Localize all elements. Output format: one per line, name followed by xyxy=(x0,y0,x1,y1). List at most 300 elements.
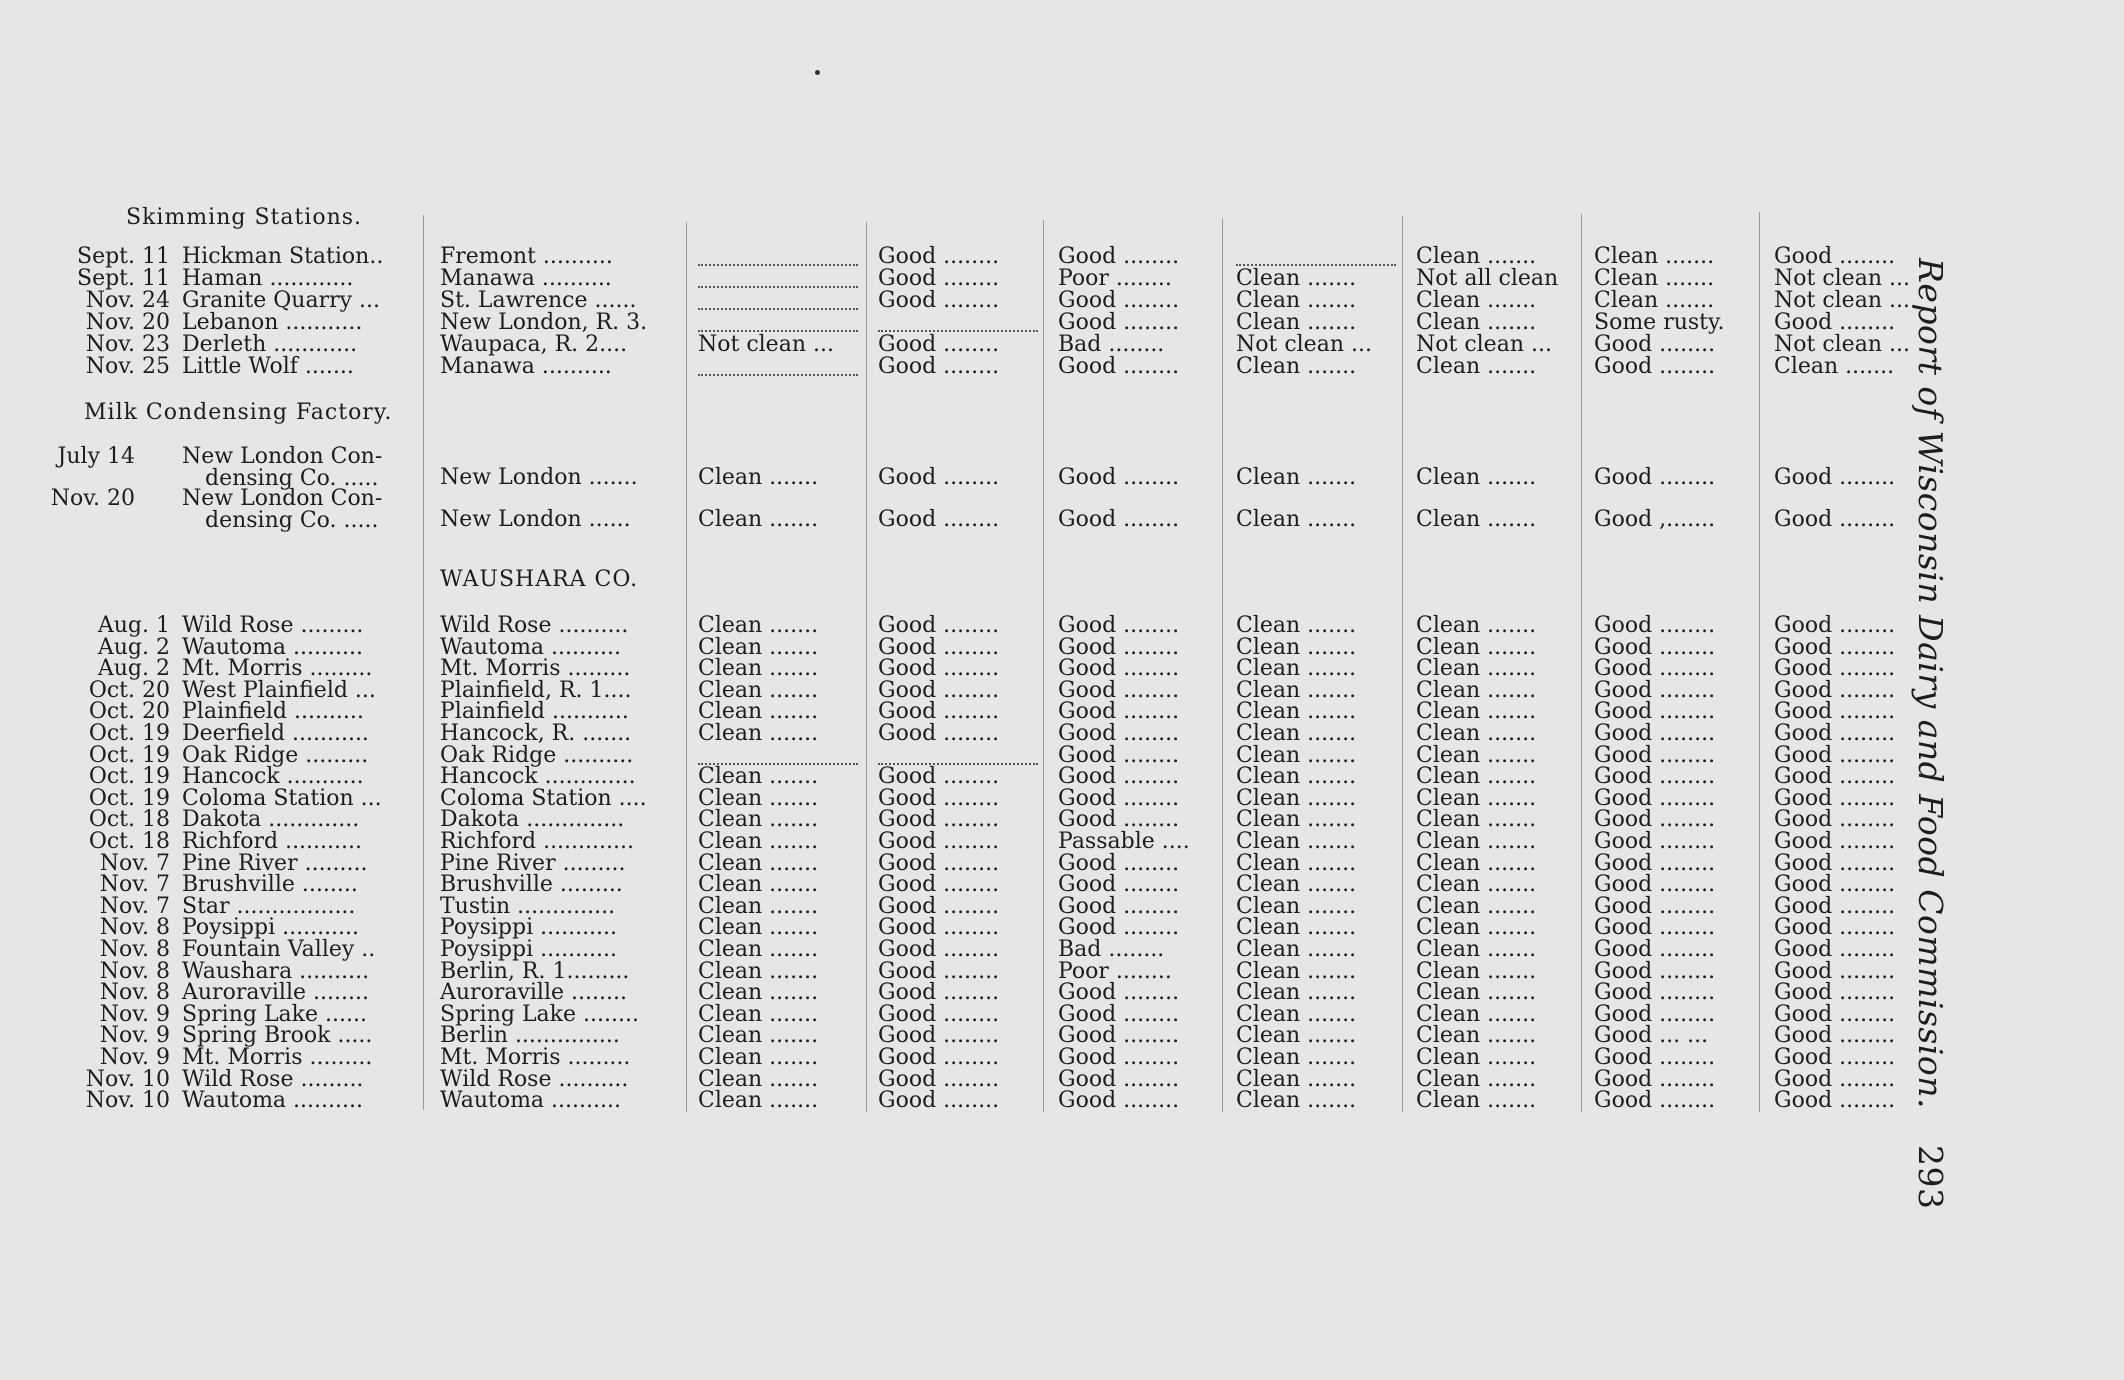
col-e-cell: Clean ....... xyxy=(1416,764,1537,790)
col-e-cell: Clean ....... xyxy=(1416,634,1537,660)
col-f-cell: Good ........ xyxy=(1594,332,1716,357)
col-c-cell: Good ........ xyxy=(1058,288,1180,313)
col-town-cell: Auroraville ........ xyxy=(440,980,627,1006)
col-b-cell: Good ........ xyxy=(878,656,1000,682)
row-station-name: Derleth ............ xyxy=(182,332,358,357)
col-a-cell: Clean ....... xyxy=(698,872,819,898)
col-e-cell: Clean ....... xyxy=(1416,829,1537,854)
col-d-cell: Clean ....... xyxy=(1236,807,1357,833)
col-a-cell: Clean ....... xyxy=(698,764,819,790)
empty-cell-leader xyxy=(698,262,858,266)
col-b-cell: Good ........ xyxy=(878,244,1000,269)
row-date: Nov. 20 xyxy=(50,486,135,511)
row-date: Oct. 19 xyxy=(88,764,170,790)
col-a-cell: Clean ....... xyxy=(698,1066,819,1092)
col-town-cell: Poysippi ........... xyxy=(440,915,618,941)
col-f-cell: Good ........ xyxy=(1594,1066,1716,1092)
col-f-cell: Good ........ xyxy=(1594,699,1716,725)
col-b-cell: Good ........ xyxy=(878,1066,1000,1092)
col-g-cell: Good ........ xyxy=(1774,980,1896,1006)
col-c-cell: Good ........ xyxy=(1058,465,1180,490)
column-rule xyxy=(423,215,424,1110)
row-date: Nov. 8 xyxy=(99,915,170,941)
col-b-cell: Good ........ xyxy=(878,465,1000,490)
col-a-cell: Clean ....... xyxy=(698,785,819,811)
col-c-cell: Good ........ xyxy=(1058,742,1180,768)
col-town-cell: Spring Lake ........ xyxy=(440,1001,639,1027)
row-date: July 14 xyxy=(57,444,135,469)
col-town-cell: Oak Ridge .......... xyxy=(440,742,634,768)
col-g-cell: Good ........ xyxy=(1774,656,1896,682)
row-date: Nov. 7 xyxy=(99,872,170,898)
col-a-cell: Clean ....... xyxy=(698,465,819,490)
col-town-cell: Dakota .............. xyxy=(440,807,625,833)
col-e-cell: Clean ....... xyxy=(1416,465,1537,490)
col-b-cell: Good ........ xyxy=(878,764,1000,790)
col-c-cell: Good ........ xyxy=(1058,310,1180,335)
col-town-cell: Wautoma .......... xyxy=(440,1088,621,1114)
col-f-cell: Good ........ xyxy=(1594,958,1716,984)
col-b-cell: Good ........ xyxy=(878,507,1000,532)
col-c-cell: Good ........ xyxy=(1058,850,1180,876)
col-g-cell: Good ........ xyxy=(1774,1045,1896,1070)
col-town-cell: Coloma Station .... xyxy=(440,785,647,811)
col-f-cell: Good ........ xyxy=(1594,785,1716,811)
section-heading-condensing: Milk Condensing Factory. xyxy=(84,400,393,425)
col-g-cell: Good ........ xyxy=(1774,785,1896,811)
col-c-cell: Good ........ xyxy=(1058,677,1180,703)
col-c-cell: Good ........ xyxy=(1058,980,1180,1006)
col-e-cell: Clean ....... xyxy=(1416,507,1537,532)
col-c-cell: Passable .... xyxy=(1058,829,1190,854)
col-b-cell: Good ........ xyxy=(878,266,1000,291)
col-d-cell: Clean ....... xyxy=(1236,958,1357,984)
row-date: Aug. 2 xyxy=(97,634,170,660)
col-a-cell: Clean ....... xyxy=(698,1088,819,1114)
column-rule xyxy=(1581,214,1582,1112)
row-station-name: Wautoma .......... xyxy=(182,1088,363,1114)
col-g-cell: Good ........ xyxy=(1774,742,1896,768)
col-a-cell: Clean ....... xyxy=(698,958,819,984)
col-d-cell: Clean ....... xyxy=(1236,613,1357,638)
row-station-name: Dakota ............. xyxy=(182,807,360,833)
col-f-cell: Good ........ xyxy=(1594,915,1716,941)
col-e-cell: Clean ....... xyxy=(1416,1088,1537,1114)
col-f-cell: Clean ....... xyxy=(1594,266,1715,291)
col-a-cell: Not clean ... xyxy=(698,332,834,357)
column-rule xyxy=(1402,216,1403,1112)
col-g-cell: Good ........ xyxy=(1774,634,1896,660)
col-d-cell: Clean ....... xyxy=(1236,1001,1357,1027)
col-e-cell: Clean ....... xyxy=(1416,958,1537,984)
col-e-cell: Clean ....... xyxy=(1416,244,1537,269)
row-date: Nov. 8 xyxy=(99,958,170,984)
col-b-cell: Good ........ xyxy=(878,1023,1000,1049)
col-a-cell: Clean ....... xyxy=(698,507,819,532)
col-b-cell: Good ........ xyxy=(878,721,1000,746)
col-b-cell: Good ........ xyxy=(878,1001,1000,1027)
column-rule xyxy=(686,222,687,1112)
empty-cell-leader xyxy=(698,372,858,376)
col-c-cell: Good ........ xyxy=(1058,893,1180,919)
row-date: Nov. 10 xyxy=(85,1088,170,1114)
row-date: Sept. 11 xyxy=(77,244,170,269)
col-g-cell: Good ........ xyxy=(1774,699,1896,725)
col-g-cell: Not clean ... xyxy=(1774,266,1910,291)
col-f-cell: Good ........ xyxy=(1594,937,1716,962)
col-e-cell: Not all clean xyxy=(1416,266,1559,291)
row-station-name: Waushara .......... xyxy=(182,958,370,984)
col-g-cell: Good ........ xyxy=(1774,1001,1896,1027)
col-town-cell: Plainfield ........... xyxy=(440,699,629,725)
col-c-cell: Good ........ xyxy=(1058,634,1180,660)
row-station-name: Deerfield ........... xyxy=(182,721,369,746)
col-a-cell: Clean ....... xyxy=(698,721,819,746)
col-d-cell: Clean ....... xyxy=(1236,872,1357,898)
col-b-cell: Good ........ xyxy=(878,677,1000,703)
row-station-name: Brushville ........ xyxy=(182,872,358,898)
col-d-cell: Clean ....... xyxy=(1236,764,1357,790)
col-town-cell: Richford ............. xyxy=(440,829,634,854)
row-date: Aug. 1 xyxy=(97,613,170,638)
row-station-name: Little Wolf ....... xyxy=(182,354,354,379)
col-a-cell: Clean ....... xyxy=(698,699,819,725)
running-title-text: Report of Wisconsin Dairy and Food Commission. xyxy=(1911,258,1950,1109)
col-d-cell: Clean ....... xyxy=(1236,1088,1357,1114)
col-e-cell: Clean ....... xyxy=(1416,850,1537,876)
row-station-name: Fountain Valley .. xyxy=(182,937,376,962)
col-d-cell: Clean ....... xyxy=(1236,354,1357,379)
col-g-cell: Good ........ xyxy=(1774,829,1896,854)
col-f-cell: Good ... ... xyxy=(1594,1023,1709,1049)
row-date: Nov. 9 xyxy=(99,1023,170,1049)
col-a-cell: Clean ....... xyxy=(698,937,819,962)
col-town-cell: Manawa .......... xyxy=(440,266,612,291)
col-e-cell: Clean ....... xyxy=(1416,1066,1537,1092)
col-d-cell: Not clean ... xyxy=(1236,332,1372,357)
col-g-cell: Not clean ... xyxy=(1774,332,1910,357)
row-station-name: Pine River ......... xyxy=(182,850,368,876)
col-g-cell: Good ........ xyxy=(1774,1023,1896,1049)
row-station-name: Hancock ........... xyxy=(182,764,364,790)
col-e-cell: Clean ....... xyxy=(1416,937,1537,962)
col-f-cell: Good ........ xyxy=(1594,764,1716,790)
col-f-cell: Good ........ xyxy=(1594,742,1716,768)
col-c-cell: Good ........ xyxy=(1058,1001,1180,1027)
row-date: Oct. 19 xyxy=(88,721,170,746)
col-f-cell: Good ........ xyxy=(1594,1088,1716,1114)
col-c-cell: Good ........ xyxy=(1058,1023,1180,1049)
col-c-cell: Good ........ xyxy=(1058,785,1180,811)
col-f-cell: Clean ....... xyxy=(1594,288,1715,313)
col-c-cell: Good ........ xyxy=(1058,613,1180,638)
col-b-cell: Good ........ xyxy=(878,807,1000,833)
print-speck xyxy=(815,70,820,75)
col-c-cell: Good ........ xyxy=(1058,915,1180,941)
col-g-cell: Good ........ xyxy=(1774,507,1896,532)
row-date: Nov. 25 xyxy=(85,354,170,379)
col-town-cell: Brushville ......... xyxy=(440,872,623,898)
col-g-cell: Good ........ xyxy=(1774,915,1896,941)
col-town-cell: Tustin .............. xyxy=(440,893,616,919)
column-rule xyxy=(866,222,867,1112)
row-date: Nov. 9 xyxy=(99,1045,170,1070)
col-d-cell: Clean ....... xyxy=(1236,288,1357,313)
col-d-cell: Clean ....... xyxy=(1236,829,1357,854)
row-date: Nov. 24 xyxy=(85,288,170,313)
col-town-cell: Mt. Morris ......... xyxy=(440,656,631,682)
col-town-cell: New London ....... xyxy=(440,465,638,490)
col-d-cell: Clean ....... xyxy=(1236,915,1357,941)
col-f-cell: Good ,....... xyxy=(1594,507,1716,532)
col-d-cell: Clean ....... xyxy=(1236,850,1357,876)
row-station-name: Granite Quarry ... xyxy=(182,288,381,313)
col-town-cell: New London, R. 3. xyxy=(440,310,648,335)
col-b-cell: Good ........ xyxy=(878,980,1000,1006)
col-a-cell: Clean ....... xyxy=(698,915,819,941)
col-d-cell: Clean ....... xyxy=(1236,699,1357,725)
row-date: Nov. 8 xyxy=(99,937,170,962)
col-b-cell: Good ........ xyxy=(878,354,1000,379)
row-station-name: New London Con- xyxy=(182,486,383,511)
row-date: Nov. 23 xyxy=(85,332,170,357)
row-station-name-cont: densing Co. ..... xyxy=(205,466,379,491)
col-b-cell: Good ........ xyxy=(878,872,1000,898)
col-a-cell: Clean ....... xyxy=(698,656,819,682)
col-g-cell: Good ........ xyxy=(1774,721,1896,746)
col-a-cell: Clean ....... xyxy=(698,1045,819,1070)
row-station-name: Plainfield .......... xyxy=(182,699,364,725)
col-town-cell: Wild Rose .......... xyxy=(440,1066,629,1092)
col-town-cell: Wautoma .......... xyxy=(440,634,621,660)
col-town-cell: Pine River ......... xyxy=(440,850,626,876)
col-f-cell: Good ........ xyxy=(1594,807,1716,833)
row-date: Oct. 19 xyxy=(88,742,170,768)
col-town-cell: Waupaca, R. 2.... xyxy=(440,332,628,357)
col-a-cell: Clean ....... xyxy=(698,1001,819,1027)
col-c-cell: Bad ........ xyxy=(1058,937,1165,962)
col-c-cell: Good ........ xyxy=(1058,872,1180,898)
section-heading-skimming: Skimming Stations. xyxy=(126,205,363,230)
col-c-cell: Good ........ xyxy=(1058,656,1180,682)
col-g-cell: Good ........ xyxy=(1774,310,1896,335)
col-d-cell: Clean ....... xyxy=(1236,893,1357,919)
col-c-cell: Good ........ xyxy=(1058,1088,1180,1114)
row-station-name: Coloma Station ... xyxy=(182,785,382,811)
col-c-cell: Good ........ xyxy=(1058,699,1180,725)
row-station-name: Richford ........... xyxy=(182,829,362,854)
col-e-cell: Clean ....... xyxy=(1416,310,1537,335)
row-date: Sept. 11 xyxy=(77,266,170,291)
col-d-cell: Clean ....... xyxy=(1236,721,1357,746)
col-f-cell: Good ........ xyxy=(1594,613,1716,638)
col-c-cell: Good ........ xyxy=(1058,807,1180,833)
col-a-cell: Clean ....... xyxy=(698,829,819,854)
col-d-cell: Clean ....... xyxy=(1236,507,1357,532)
col-d-cell: Clean ....... xyxy=(1236,742,1357,768)
row-station-name: Spring Brook ..... xyxy=(182,1023,373,1049)
col-c-cell: Good ........ xyxy=(1058,1066,1180,1092)
col-a-cell: Clean ....... xyxy=(698,677,819,703)
col-town-cell: New London ...... xyxy=(440,507,631,532)
col-e-cell: Clean ....... xyxy=(1416,1045,1537,1070)
row-station-name: West Plainfield ... xyxy=(182,677,376,703)
empty-cell-leader xyxy=(698,306,858,310)
col-c-cell: Bad ........ xyxy=(1058,332,1165,357)
col-f-cell: Good ........ xyxy=(1594,829,1716,854)
col-a-cell: Clean ....... xyxy=(698,980,819,1006)
col-d-cell: Clean ....... xyxy=(1236,266,1357,291)
col-e-cell: Clean ....... xyxy=(1416,699,1537,725)
col-d-cell: Clean ....... xyxy=(1236,1045,1357,1070)
col-d-cell: Clean ....... xyxy=(1236,465,1357,490)
col-b-cell: Good ........ xyxy=(878,288,1000,313)
col-town-cell: Fremont .......... xyxy=(440,244,613,269)
col-b-cell: Good ........ xyxy=(878,634,1000,660)
col-c-cell: Good ........ xyxy=(1058,354,1180,379)
column-rule xyxy=(1222,218,1223,1112)
col-e-cell: Clean ....... xyxy=(1416,785,1537,811)
col-b-cell: Good ........ xyxy=(878,915,1000,941)
col-d-cell: Clean ....... xyxy=(1236,310,1357,335)
col-g-cell: Good ........ xyxy=(1774,937,1896,962)
row-station-name: Star ................. xyxy=(182,893,356,919)
col-e-cell: Clean ....... xyxy=(1416,721,1537,746)
col-a-cell: Clean ....... xyxy=(698,634,819,660)
col-f-cell: Good ........ xyxy=(1594,893,1716,919)
col-f-cell: Good ........ xyxy=(1594,1001,1716,1027)
col-c-cell: Good ........ xyxy=(1058,507,1180,532)
row-date: Oct. 20 xyxy=(88,677,170,703)
col-e-cell: Clean ....... xyxy=(1416,354,1537,379)
column-rule xyxy=(1759,212,1760,1112)
row-date: Oct. 18 xyxy=(88,807,170,833)
col-g-cell: Good ........ xyxy=(1774,1088,1896,1114)
col-d-cell: Clean ....... xyxy=(1236,656,1357,682)
col-b-cell: Good ........ xyxy=(878,699,1000,725)
column-rule xyxy=(1043,220,1044,1112)
col-town-cell: Wild Rose .......... xyxy=(440,613,629,638)
col-a-cell: Clean ....... xyxy=(698,807,819,833)
col-b-cell: Good ........ xyxy=(878,850,1000,876)
col-g-cell: Good ........ xyxy=(1774,1066,1896,1092)
col-g-cell: Good ........ xyxy=(1774,893,1896,919)
col-e-cell: Clean ....... xyxy=(1416,677,1537,703)
col-town-cell: Hancock, R. ....... xyxy=(440,721,632,746)
empty-cell-leader xyxy=(698,284,858,288)
row-station-name: Wild Rose ......... xyxy=(182,613,364,638)
col-g-cell: Good ........ xyxy=(1774,958,1896,984)
col-town-cell: Plainfield, R. 1.... xyxy=(440,677,632,703)
col-f-cell: Good ........ xyxy=(1594,980,1716,1006)
col-e-cell: Clean ....... xyxy=(1416,915,1537,941)
col-f-cell: Good ........ xyxy=(1594,850,1716,876)
col-d-cell: Clean ....... xyxy=(1236,634,1357,660)
col-e-cell: Clean ....... xyxy=(1416,613,1537,638)
col-b-cell: Good ........ xyxy=(878,785,1000,811)
row-date: Nov. 7 xyxy=(99,850,170,876)
row-station-name: Wild Rose ......... xyxy=(182,1066,364,1092)
col-e-cell: Not clean ... xyxy=(1416,332,1552,357)
col-f-cell: Good ........ xyxy=(1594,656,1716,682)
col-c-cell: Poor ........ xyxy=(1058,266,1172,291)
col-town-cell: St. Lawrence ...... xyxy=(440,288,637,313)
col-e-cell: Clean ....... xyxy=(1416,742,1537,768)
col-c-cell: Good ........ xyxy=(1058,764,1180,790)
col-g-cell: Good ........ xyxy=(1774,850,1896,876)
col-d-cell: Clean ....... xyxy=(1236,937,1357,962)
col-g-cell: Good ........ xyxy=(1774,244,1896,269)
col-b-cell: Good ........ xyxy=(878,958,1000,984)
section-heading-waushara: WAUSHARA CO. xyxy=(440,567,639,592)
col-e-cell: Clean ....... xyxy=(1416,1023,1537,1049)
col-g-cell: Good ........ xyxy=(1774,872,1896,898)
col-town-cell: Hancock ............. xyxy=(440,764,636,790)
col-g-cell: Good ........ xyxy=(1774,677,1896,703)
col-b-cell: Good ........ xyxy=(878,332,1000,357)
col-town-cell: Poysippi ........... xyxy=(440,937,618,962)
row-date: Nov. 7 xyxy=(99,893,170,919)
col-f-cell: Good ........ xyxy=(1594,872,1716,898)
col-d-cell: Clean ....... xyxy=(1236,1023,1357,1049)
col-g-cell: Not clean ... xyxy=(1774,288,1910,313)
col-b-cell: Good ........ xyxy=(878,937,1000,962)
col-f-cell: Good ........ xyxy=(1594,1045,1716,1070)
col-a-cell: Clean ....... xyxy=(698,1023,819,1049)
col-g-cell: Good ........ xyxy=(1774,465,1896,490)
col-g-cell: Good ........ xyxy=(1774,613,1896,638)
row-station-name: Poysippi ........... xyxy=(182,915,360,941)
col-e-cell: Clean ....... xyxy=(1416,288,1537,313)
col-f-cell: Good ........ xyxy=(1594,354,1716,379)
col-f-cell: Good ........ xyxy=(1594,721,1716,746)
col-e-cell: Clean ....... xyxy=(1416,656,1537,682)
col-f-cell: Clean ....... xyxy=(1594,244,1715,269)
col-town-cell: Berlin, R. 1......... xyxy=(440,958,630,984)
row-station-name: New London Con- xyxy=(182,444,383,469)
col-c-cell: Poor ........ xyxy=(1058,958,1172,984)
row-station-name: Wautoma .......... xyxy=(182,634,363,660)
col-b-cell: Good ........ xyxy=(878,1045,1000,1070)
col-e-cell: Clean ....... xyxy=(1416,893,1537,919)
col-d-cell: Clean ....... xyxy=(1236,1066,1357,1092)
col-d-cell: Clean ....... xyxy=(1236,980,1357,1006)
row-date: Nov. 20 xyxy=(85,310,170,335)
row-station-name-cont: densing Co. ..... xyxy=(205,508,379,533)
row-date: Aug. 2 xyxy=(97,656,170,682)
row-date: Oct. 18 xyxy=(88,829,170,854)
row-station-name: Haman ............ xyxy=(182,266,354,291)
row-station-name: Mt. Morris ......... xyxy=(182,656,373,682)
col-town-cell: Manawa .......... xyxy=(440,354,612,379)
col-c-cell: Good ........ xyxy=(1058,244,1180,269)
col-a-cell: Clean ....... xyxy=(698,850,819,876)
row-station-name: Spring Lake ...... xyxy=(182,1001,367,1027)
row-date: Nov. 8 xyxy=(99,980,170,1006)
col-f-cell: Some rusty. xyxy=(1594,310,1725,335)
col-e-cell: Clean ....... xyxy=(1416,980,1537,1006)
col-b-cell: Good ........ xyxy=(878,893,1000,919)
col-town-cell: Mt. Morris ......... xyxy=(440,1045,631,1070)
col-e-cell: Clean ....... xyxy=(1416,807,1537,833)
col-a-cell: Clean ....... xyxy=(698,893,819,919)
row-date: Oct. 20 xyxy=(88,699,170,725)
col-f-cell: Good ........ xyxy=(1594,677,1716,703)
col-g-cell: Good ........ xyxy=(1774,764,1896,790)
col-g-cell: Good ........ xyxy=(1774,807,1896,833)
col-c-cell: Good ........ xyxy=(1058,721,1180,746)
col-town-cell: Berlin ............... xyxy=(440,1023,620,1049)
